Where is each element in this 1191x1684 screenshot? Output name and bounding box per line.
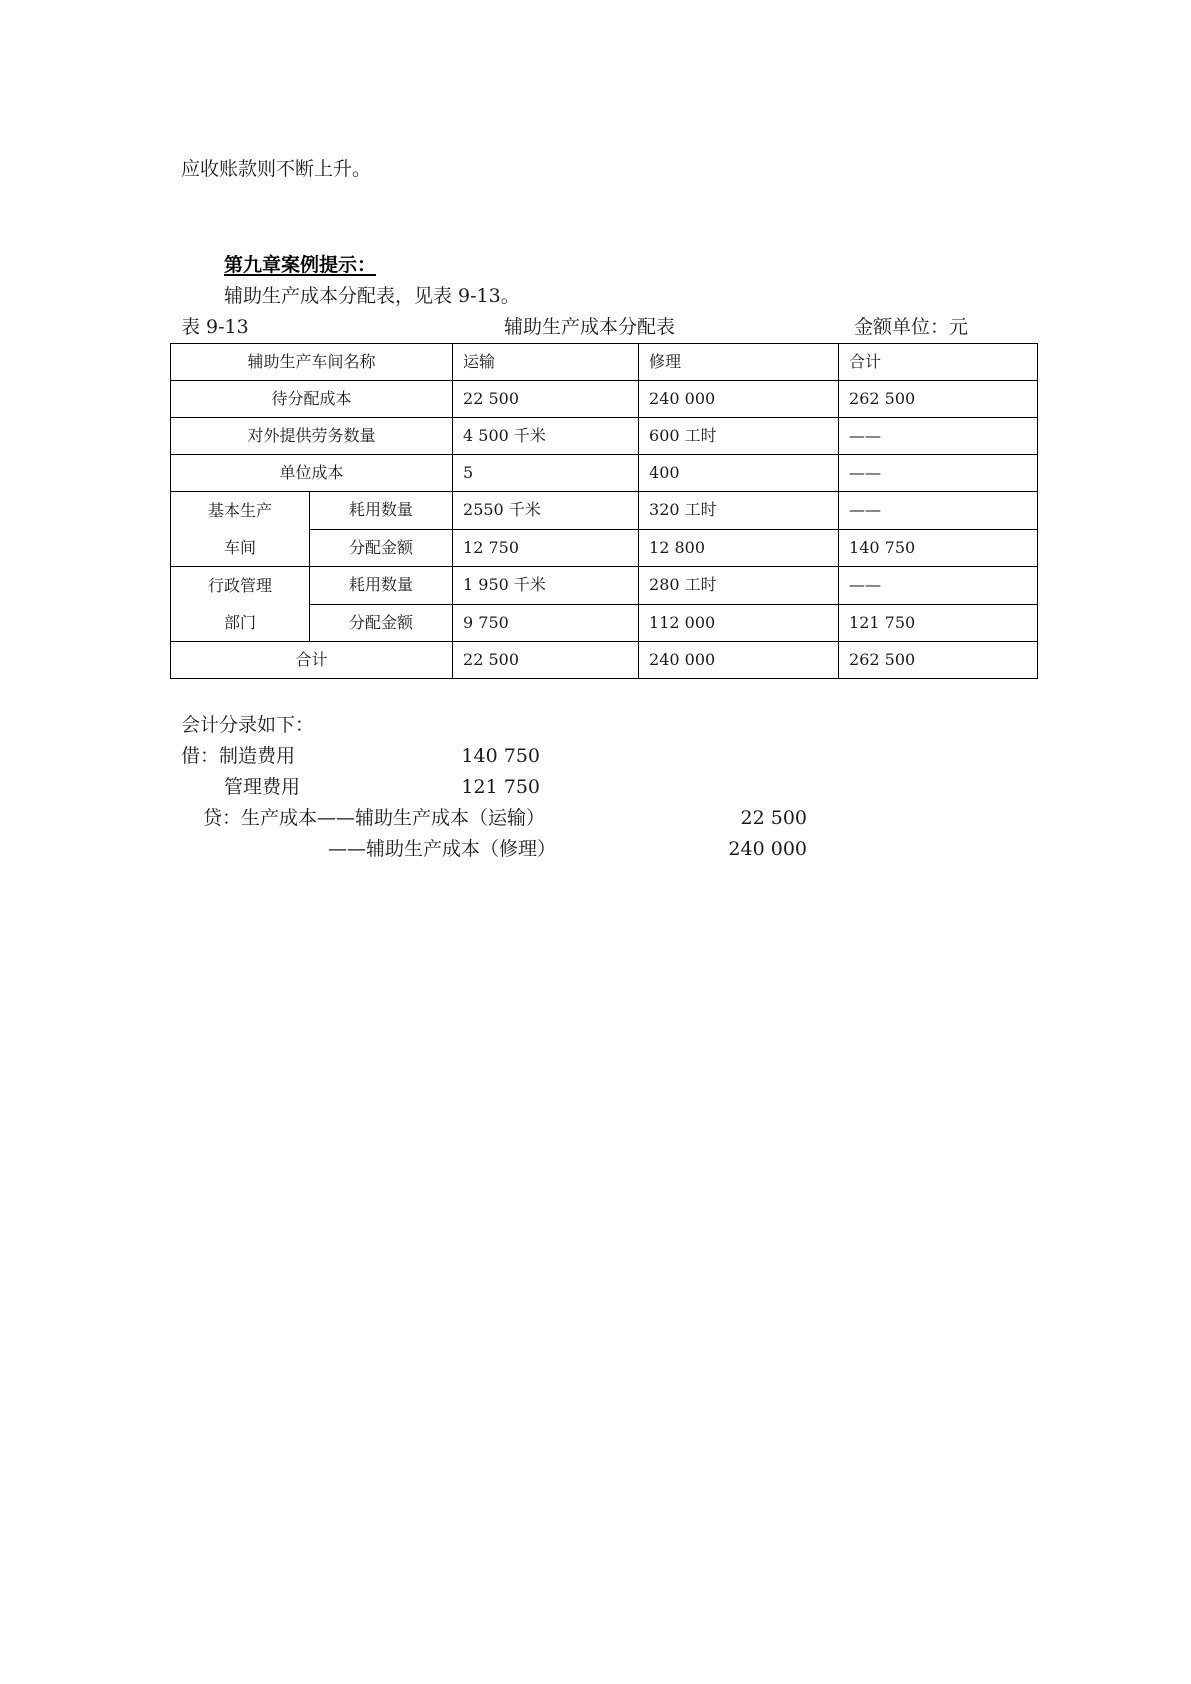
cell-transport: 22 500 [453, 381, 639, 418]
header-repair: 修理 [639, 344, 839, 381]
row-label: 单位成本 [171, 455, 453, 492]
sub-label: 分配金额 [310, 529, 453, 567]
table-header-row [171, 344, 1038, 381]
journal-title: 会计分录如下： [181, 714, 315, 736]
cell-repair: 240 000 [639, 642, 839, 679]
group-label-line: 行政管理 [207, 576, 272, 595]
credit-entry-label: ——辅助生产成本（修理） [328, 838, 557, 860]
cell-repair: 400 [639, 455, 839, 492]
cell-transport: 2550 千米 [453, 492, 639, 530]
cell-total: —— [839, 418, 1038, 455]
cell-repair: 112 000 [639, 604, 839, 642]
debit-entry-label: 借：制造费用 [181, 745, 296, 767]
cell-total: —— [839, 492, 1038, 530]
cell-total: 140 750 [839, 529, 1038, 567]
cell-repair: 280 工时 [639, 567, 839, 605]
allocation-table [170, 343, 1038, 679]
cell-total: 121 750 [839, 604, 1038, 642]
intro-text: 辅助生产成本分配表，见表 9-13。 [224, 285, 520, 307]
group-label-admin [171, 567, 310, 642]
debit-entry-label: 管理费用 [224, 776, 301, 798]
row-label: 待分配成本 [171, 381, 453, 418]
header-total: 合计 [839, 344, 1038, 381]
credit-entry-amount: 22 500 [740, 807, 807, 829]
table-unit: 金额单位：元 [854, 316, 969, 338]
credit-entry-amount: 240 000 [728, 838, 807, 860]
cell-repair: 320 工时 [639, 492, 839, 530]
table-row [171, 418, 1038, 455]
cell-transport: 5 [453, 455, 639, 492]
cell-transport: 1 950 千米 [453, 567, 639, 605]
debit-entry-amount: 140 750 [461, 745, 540, 767]
section-heading: 第九章案例提示： [224, 254, 377, 276]
group-label-basic [171, 492, 310, 567]
table-total-row [171, 642, 1038, 679]
cell-repair: 600 工时 [639, 418, 839, 455]
cell-transport: 22 500 [453, 642, 639, 679]
sub-label: 耗用数量 [310, 567, 453, 605]
table-row [171, 455, 1038, 492]
credit-entry-label: 贷：生产成本——辅助生产成本（运输） [203, 807, 546, 829]
paragraph-tail: 应收账款则不断上升。 [181, 158, 372, 180]
cell-total: 262 500 [839, 381, 1038, 418]
table-row [171, 567, 1038, 605]
header-workshop-name: 辅助生产车间名称 [171, 344, 453, 381]
group-label-line: 部门 [223, 613, 256, 632]
cell-transport: 12 750 [453, 529, 639, 567]
cell-transport: 9 750 [453, 604, 639, 642]
group-label-line: 车间 [223, 538, 256, 557]
debit-entry-amount: 121 750 [461, 776, 540, 798]
cell-total: —— [839, 455, 1038, 492]
cell-transport: 4 500 千米 [453, 418, 639, 455]
table-number: 表 9-13 [181, 316, 249, 338]
table-title: 辅助生产成本分配表 [504, 316, 676, 338]
row-label: 对外提供劳务数量 [171, 418, 453, 455]
table-row [171, 381, 1038, 418]
header-transport: 运输 [453, 344, 639, 381]
table-row [171, 492, 1038, 530]
sub-label: 分配金额 [310, 604, 453, 642]
sub-label: 耗用数量 [310, 492, 453, 530]
row-label: 合计 [171, 642, 453, 679]
cell-total: 262 500 [839, 642, 1038, 679]
cell-repair: 12 800 [639, 529, 839, 567]
cell-repair: 240 000 [639, 381, 839, 418]
group-label-line: 基本生产 [207, 501, 272, 520]
cell-total: —— [839, 567, 1038, 605]
